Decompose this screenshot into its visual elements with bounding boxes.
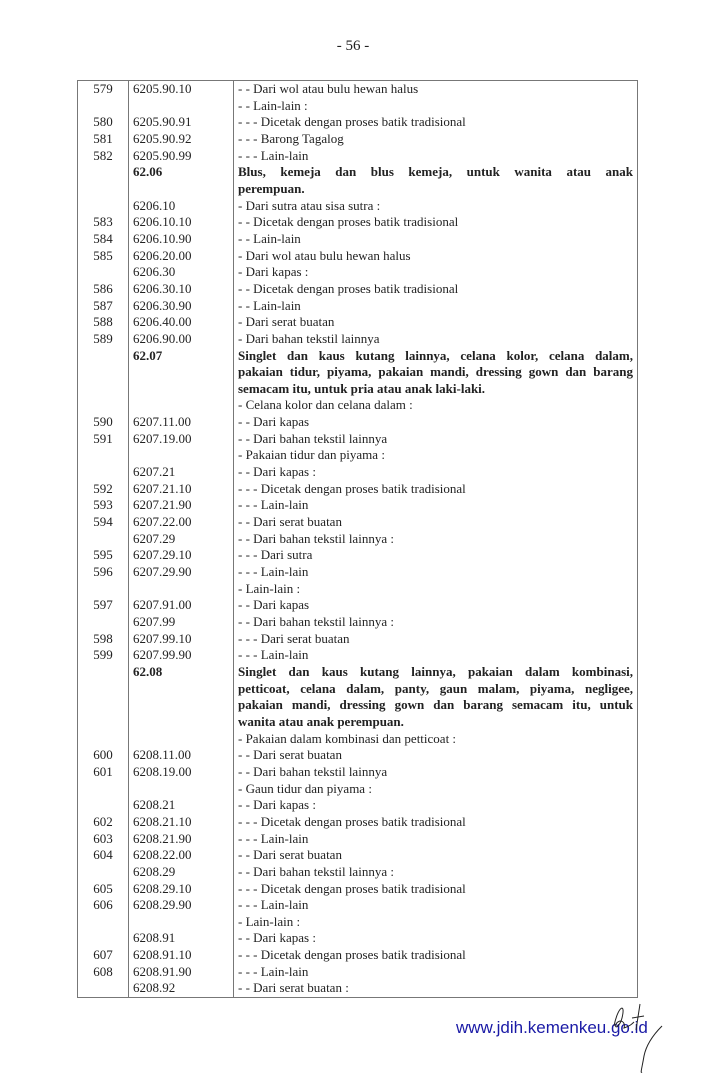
hs-code: 6207.21.90 [129, 497, 234, 514]
table-row [78, 148, 638, 165]
table-row [78, 248, 638, 265]
hs-code: 6206.20.00 [129, 248, 234, 265]
hs-code: 6207.99.10 [129, 631, 234, 648]
description: - Lain-lain : [238, 580, 301, 596]
description: - - - Dicetak dengan proses batik tradisional [238, 480, 466, 496]
description-line: semacam itu, untuk pria atau anak laki-laki. [238, 380, 486, 396]
row-number: 588 [78, 314, 129, 331]
table-row [78, 764, 638, 781]
table-row [78, 464, 638, 481]
description: - - - Dari serat buatan [238, 630, 350, 646]
tariff-table [77, 80, 638, 998]
hs-code: 6207.91.00 [129, 597, 234, 614]
description-line: wanita atau anak perempuan. [238, 713, 404, 729]
description: - Pakaian tidur dan piyama : [238, 447, 385, 463]
row-number [78, 397, 129, 414]
table-row [78, 647, 638, 664]
description: - Dari sutra atau sisa sutra : [238, 197, 381, 213]
hs-code: 6208.29.90 [129, 897, 234, 914]
row-number [78, 348, 129, 398]
description: - - - Barong Tagalog [238, 130, 344, 146]
description: - - Dari kapas [238, 414, 310, 430]
table-row [78, 864, 638, 881]
description: - - - Dicetak dengan proses batik tradisional [238, 114, 466, 130]
hs-code: 6206.30.90 [129, 298, 234, 315]
hs-code: 6208.19.00 [129, 764, 234, 781]
row-number: 599 [78, 647, 129, 664]
hs-code: 6207.19.00 [129, 431, 234, 448]
description: - - Dicetak dengan proses batik tradisional [238, 280, 459, 296]
row-number: 585 [78, 248, 129, 265]
description: - Pakaian dalam kombinasi dan petticoat : [238, 730, 457, 746]
description: - - Dari serat buatan [238, 847, 342, 863]
page-number: - 56 - [336, 38, 370, 54]
hs-code [129, 447, 234, 464]
description: - - - Lain-lain [238, 963, 309, 979]
row-number [78, 731, 129, 748]
row-number: 579 [78, 81, 129, 98]
description-line: Singlet dan kaus kutang lainnya, pakaian dalam kombinasi, [238, 663, 633, 679]
hs-code: 6205.90.99 [129, 148, 234, 165]
hs-code: 6205.90.91 [129, 114, 234, 131]
description: - Lain-lain : [238, 913, 301, 929]
description: - - Lain-lain : [238, 97, 308, 113]
table-row [78, 547, 638, 564]
row-number [78, 164, 129, 197]
description: - - - Lain-lain [238, 897, 309, 913]
description-line: pakaian mandi, dressing gown dan barang semacam itu, untuk [238, 697, 633, 713]
table-row [78, 198, 638, 215]
hs-code: 6206.30.10 [129, 281, 234, 298]
table-row [78, 331, 638, 348]
table-row [78, 831, 638, 848]
table-row [78, 264, 638, 281]
hs-code: 6208.22.00 [129, 847, 234, 864]
row-number [78, 930, 129, 947]
row-number: 598 [78, 631, 129, 648]
table-row [78, 114, 638, 131]
row-number: 602 [78, 814, 129, 831]
table-row [78, 947, 638, 964]
hs-code: 6208.29.10 [129, 881, 234, 898]
table-row [78, 814, 638, 831]
row-number [78, 581, 129, 598]
description: - - Dari serat buatan : [238, 980, 349, 996]
hs-code: 6207.99 [129, 614, 234, 631]
table-row [78, 614, 638, 631]
hs-code [129, 731, 234, 748]
table-row [78, 930, 638, 947]
hs-code [129, 98, 234, 115]
table-row [78, 964, 638, 981]
table-row [78, 281, 638, 298]
hs-code: 6207.11.00 [129, 414, 234, 431]
hs-code: 62.07 [129, 348, 234, 398]
row-number: 608 [78, 964, 129, 981]
row-number [78, 98, 129, 115]
heading-row [78, 664, 638, 731]
hs-code: 6208.91 [129, 930, 234, 947]
hs-code: 6205.90.92 [129, 131, 234, 148]
row-number: 584 [78, 231, 129, 248]
row-number: 592 [78, 481, 129, 498]
row-number: 601 [78, 764, 129, 781]
description: - Dari serat buatan [238, 314, 335, 330]
hs-code: 6208.91.90 [129, 964, 234, 981]
description: - - - Lain-lain [238, 497, 309, 513]
table-row [78, 414, 638, 431]
hs-code: 6206.10 [129, 198, 234, 215]
table-row [78, 481, 638, 498]
hs-code [129, 581, 234, 598]
hs-code: 6206.10.90 [129, 231, 234, 248]
description: - - - Dicetak dengan proses batik tradisional [238, 813, 466, 829]
row-number: 593 [78, 497, 129, 514]
table-row [78, 314, 638, 331]
description-line: pakaian tidur, piyama, pakaian mandi, dressing gown dan barang [238, 364, 633, 380]
hs-code [129, 397, 234, 414]
hs-code: 6208.21 [129, 797, 234, 814]
description: - - Dicetak dengan proses batik tradisional [238, 214, 459, 230]
row-number: 605 [78, 881, 129, 898]
table-row [78, 881, 638, 898]
hs-code: 6206.30 [129, 264, 234, 281]
description-line: perempuan. [238, 180, 305, 196]
row-number: 604 [78, 847, 129, 864]
hs-code: 6207.29 [129, 531, 234, 548]
heading-row [78, 348, 638, 398]
row-number [78, 914, 129, 931]
description [234, 664, 638, 731]
table-row [78, 797, 638, 814]
description: - - Dari wol atau bulu hewan halus [238, 81, 419, 96]
description: - - Dari kapas : [238, 797, 316, 813]
table-row [78, 897, 638, 914]
hs-code: 6206.90.00 [129, 331, 234, 348]
hs-code: 62.06 [129, 164, 234, 197]
table-row [78, 231, 638, 248]
row-number: 583 [78, 214, 129, 231]
table-row [78, 847, 638, 864]
hs-code: 6205.90.10 [129, 81, 234, 98]
row-number: 587 [78, 298, 129, 315]
row-number: 586 [78, 281, 129, 298]
row-number [78, 264, 129, 281]
description: - - Dari kapas : [238, 930, 316, 946]
table-row [78, 631, 638, 648]
description: - - - Dari sutra [238, 547, 313, 563]
description: - Celana kolor dan celana dalam : [238, 397, 413, 413]
description-line: petticoat, celana dalam, panty, gaun malam, piyama, negligee, [238, 680, 633, 696]
hs-code: 6208.29 [129, 864, 234, 881]
table-row [78, 597, 638, 614]
row-number [78, 464, 129, 481]
row-number: 600 [78, 747, 129, 764]
description: - Dari kapas : [238, 264, 309, 280]
table-row [78, 81, 638, 98]
description-line: Blus, kemeja dan blus kemeja, untuk wanita atau anak [238, 164, 633, 180]
table-row [78, 531, 638, 548]
description: - - - Dicetak dengan proses batik tradisional [238, 947, 466, 963]
description: - - - Dicetak dengan proses batik tradisional [238, 880, 466, 896]
table-row [78, 298, 638, 315]
row-number: 589 [78, 331, 129, 348]
row-number: 595 [78, 547, 129, 564]
hs-code: 6208.21.10 [129, 814, 234, 831]
row-number: 596 [78, 564, 129, 581]
table-row [78, 397, 638, 414]
description: - - - Lain-lain [238, 147, 309, 163]
hs-code: 6208.91.10 [129, 947, 234, 964]
description: - - Dari bahan tekstil lainnya : [238, 863, 394, 879]
description [234, 164, 638, 197]
row-number [78, 664, 129, 731]
description: - - Dari bahan tekstil lainnya [238, 763, 388, 779]
row-number [78, 797, 129, 814]
row-number: 607 [78, 947, 129, 964]
description: - Dari wol atau bulu hewan halus [238, 247, 411, 263]
description-line: Singlet dan kaus kutang lainnya, celana kolor, celana dalam, [238, 347, 633, 363]
description: - - Dari bahan tekstil lainnya [238, 430, 388, 446]
row-number: 591 [78, 431, 129, 448]
hs-code: 6207.99.90 [129, 647, 234, 664]
row-number [78, 864, 129, 881]
row-number [78, 198, 129, 215]
row-number: 581 [78, 131, 129, 148]
table-row [78, 581, 638, 598]
row-number [78, 531, 129, 548]
table-row [78, 731, 638, 748]
row-number [78, 980, 129, 997]
description: - - - Lain-lain [238, 647, 309, 663]
hs-code: 6206.10.10 [129, 214, 234, 231]
hs-code: 6208.11.00 [129, 747, 234, 764]
table-row [78, 98, 638, 115]
row-number: 603 [78, 831, 129, 848]
table-row [78, 447, 638, 464]
table-row [78, 980, 638, 997]
hs-code: 6207.29.90 [129, 564, 234, 581]
table-row [78, 564, 638, 581]
hs-code: 6207.21 [129, 464, 234, 481]
row-number: 582 [78, 148, 129, 165]
description: - Gaun tidur dan piyama : [238, 780, 372, 796]
table-row [78, 914, 638, 931]
description: - - Dari serat buatan [238, 747, 342, 763]
description: - - - Lain-lain [238, 830, 309, 846]
table-row [78, 214, 638, 231]
hs-code: 62.08 [129, 664, 234, 731]
hs-code [129, 781, 234, 798]
heading-row [78, 164, 638, 197]
hs-code: 6207.21.10 [129, 481, 234, 498]
table-row [78, 747, 638, 764]
description: - Dari bahan tekstil lainnya [238, 330, 380, 346]
table-row [78, 497, 638, 514]
row-number [78, 447, 129, 464]
row-number: 594 [78, 514, 129, 531]
signature-initials [600, 996, 670, 1076]
description: - - Dari bahan tekstil lainnya : [238, 614, 394, 629]
description: - - Dari kapas [238, 597, 310, 613]
footer-url[interactable]: www.jdih.kemenkeu.go.id [456, 1018, 648, 1037]
hs-code: 6207.22.00 [129, 514, 234, 531]
table-row [78, 781, 638, 798]
description: - - Dari bahan tekstil lainnya : [238, 530, 394, 546]
row-number [78, 781, 129, 798]
hs-code: 6208.21.90 [129, 831, 234, 848]
description [234, 348, 638, 398]
description: - - Dari serat buatan [238, 514, 342, 530]
row-number [78, 614, 129, 631]
description: - - Lain-lain [238, 230, 301, 246]
hs-code: 6208.92 [129, 980, 234, 997]
table-row [78, 514, 638, 531]
description: - - Lain-lain [238, 297, 301, 313]
row-number: 590 [78, 414, 129, 431]
row-number: 597 [78, 597, 129, 614]
description: - - - Lain-lain [238, 564, 309, 580]
hs-code: 6206.40.00 [129, 314, 234, 331]
table-row [78, 431, 638, 448]
row-number: 606 [78, 897, 129, 914]
hs-code [129, 914, 234, 931]
table-row [78, 131, 638, 148]
hs-code: 6207.29.10 [129, 547, 234, 564]
row-number: 580 [78, 114, 129, 131]
description: - - Dari kapas : [238, 464, 316, 480]
